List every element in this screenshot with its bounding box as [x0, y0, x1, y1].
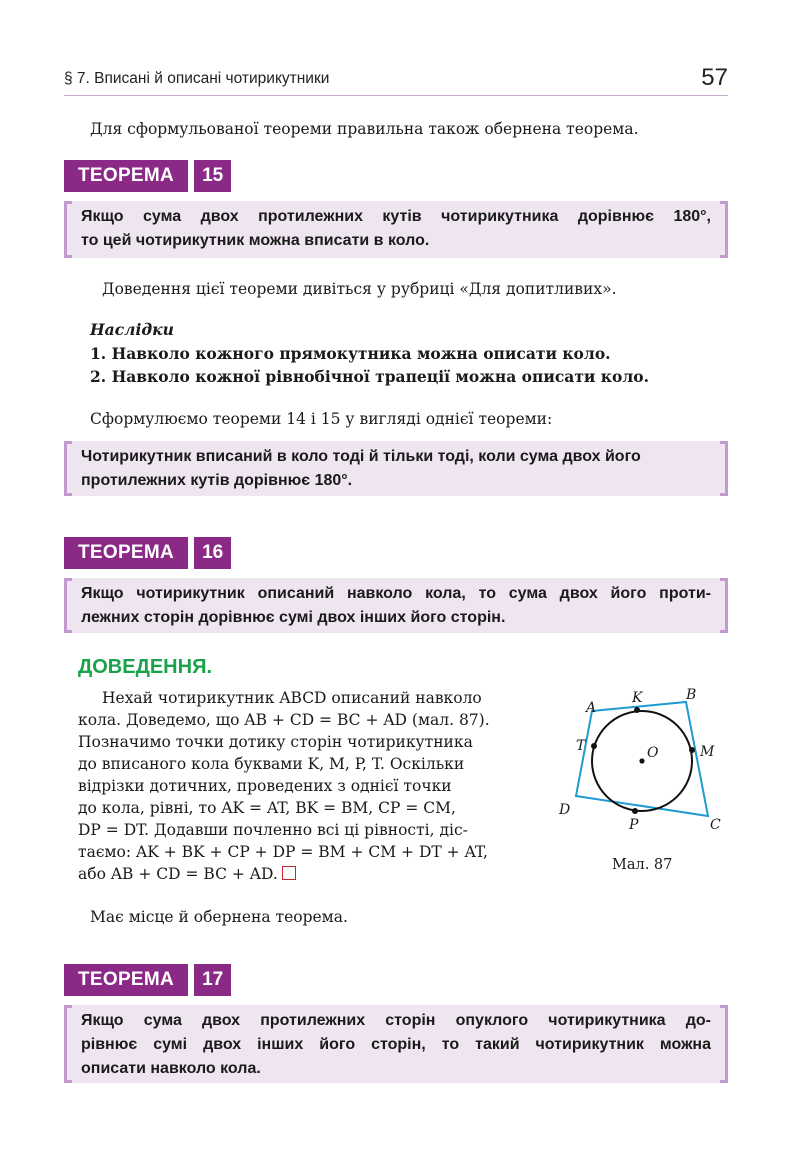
label-t: T: [576, 738, 586, 754]
proof-title: ДОВЕДЕННЯ.: [78, 656, 212, 678]
tangent-point-k: [634, 707, 640, 713]
proof-line-8: таємо: AK + BK + CP + DP = BM + CM + DT + AT,: [78, 843, 488, 861]
theorem-15-line-2: то цей чотирикутник можна вписати в коло.: [81, 232, 430, 249]
combined-theorem-line-2: протилежних кутів дорівнює 180°.: [81, 472, 353, 489]
proof-line-9: або AB + CD = BC + AD.: [78, 865, 278, 883]
theorem-15-tag: [64, 160, 231, 192]
section-title: § 7. Вписані й описані чотирикутники: [64, 70, 330, 87]
tangent-point-m: [689, 747, 695, 753]
center-point-o: [639, 758, 644, 763]
figure-caption: Мал. 87: [612, 857, 673, 873]
page-number: 57: [701, 64, 728, 91]
label-m: M: [700, 744, 715, 760]
theorem-17-line-2: рівнює сумі двох інших його сторін, то такий чотирикутник можна: [81, 1036, 711, 1053]
theorem-17-label: ТЕОРЕМА: [64, 964, 188, 996]
theorem-17-line-3: описати навколо кола.: [81, 1060, 261, 1077]
label-b: B: [686, 687, 697, 703]
theorem-15-statement: [64, 201, 728, 258]
proof-line-5: відрізки дотичних, проведених з однієї точки: [78, 777, 452, 795]
theorem-16-number: 16: [194, 537, 231, 569]
label-a: A: [586, 700, 597, 716]
intro-paragraph: Для сформульованої теореми правильна також обернена теорема.: [90, 120, 639, 138]
label-k: K: [632, 690, 643, 706]
tangent-point-p: [632, 808, 638, 814]
theorem-17-tag: [64, 964, 231, 996]
qed-square-icon: [282, 866, 296, 880]
combined-theorem-line-1: Чотирикутник вписаний в коло тоді й тільки тоді, коли сума двох його: [81, 448, 641, 465]
proof-line-6: до кола, рівні, то AK = AT, BK = BM, CP = CM,: [78, 799, 456, 817]
proof-line-7: DP = DT. Додавши почленно всі ці рівності, діс-: [78, 821, 468, 839]
proof-line-3: Позначимо точки дотику сторін чотирикутника: [78, 733, 473, 751]
theorem-17-number: 17: [194, 964, 231, 996]
label-p: P: [629, 817, 639, 833]
proof-line-4: до вписаного кола буквами K, M, P, T. Оскільки: [78, 755, 465, 773]
label-o: O: [647, 745, 659, 761]
header-divider: [64, 95, 728, 96]
theorem-17-line-1: Якщо сума двох протилежних сторін опуклого чотирикутника до-: [81, 1012, 711, 1029]
consequence-1: 1. Навколо кожного прямокутника можна описати коло.: [90, 344, 611, 363]
proof-reference: Доведення цієї теореми дивіться у рубриці «Для допитливих».: [102, 280, 617, 298]
consequence-2: 2. Навколо кожної рівнобічної трапеції можна описати коло.: [90, 367, 650, 386]
proof-line-2: кола. Доведемо, що AB + CD = BC + AD (мал. 87).: [78, 711, 490, 729]
tangent-point-t: [591, 743, 597, 749]
label-c: C: [710, 817, 721, 833]
theorem-15-number: 15: [194, 160, 231, 192]
consequences-title: Наслідки: [90, 320, 174, 339]
theorem-16-label: ТЕОРЕМА: [64, 537, 188, 569]
figure-87: [545, 684, 735, 844]
proof-line-1: Нехай чотирикутник ABCD описаний навколо: [102, 689, 482, 707]
theorem-16-statement: [64, 578, 728, 633]
label-d: D: [559, 802, 571, 818]
theorem-15-line-1: Якщо сума двох протилежних кутів чотирикутника дорівнює 180°,: [81, 208, 711, 225]
theorem-15-label: ТЕОРЕМА: [64, 160, 188, 192]
proof-last-line: [78, 864, 510, 886]
theorem-16-line-2: лежних сторін дорівнює сумі двох інших його сторін.: [81, 609, 506, 626]
combine-paragraph: Сформулюємо теореми 14 і 15 у вигляді однієї теореми:: [90, 410, 553, 428]
theorem-16-line-1: Якщо чотирикутник описаний навколо кола, то сума двох його проти-: [81, 585, 711, 602]
converse-paragraph: Має місце й обернена теорема.: [90, 908, 348, 926]
theorem-16-tag: [64, 537, 231, 569]
theorem-17-statement: [64, 1005, 728, 1083]
combined-theorem-statement: [64, 441, 728, 496]
